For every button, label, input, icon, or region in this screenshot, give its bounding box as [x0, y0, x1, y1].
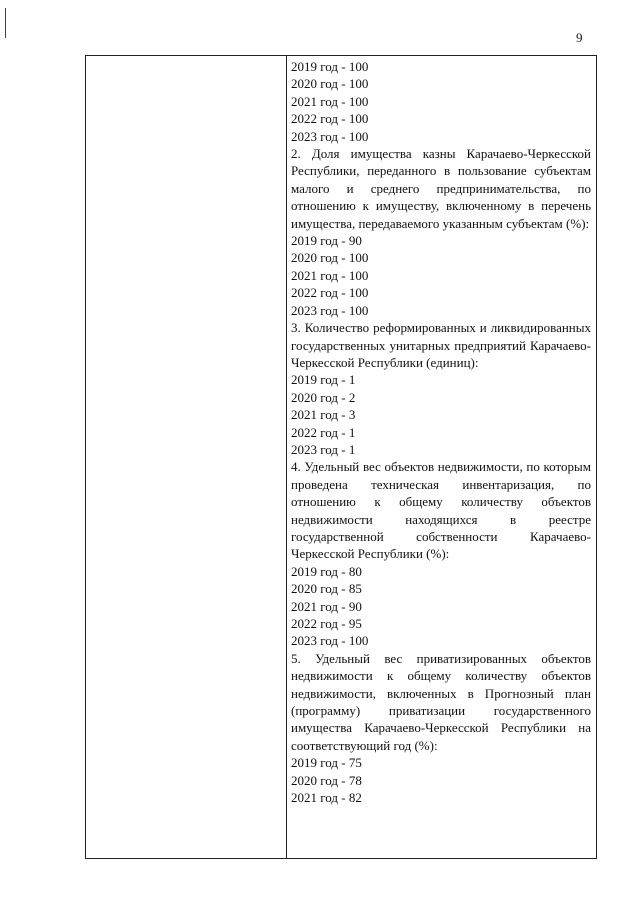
- year-value-line: 2023 год - 100: [291, 633, 369, 649]
- scan-edge-mark: [5, 8, 6, 38]
- indicator-description: 2. Доля имущества казны Карачаево-Черкесской Республики, переданного в пользование субъектам малого и среднего предпринимательства, по отношению к имуществу, включенному в перечень имущества, передаваемого указанным субъектам (%):: [291, 146, 591, 231]
- year-value-line: 2023 год - 100: [291, 302, 369, 318]
- year-value-line: 2019 год - 90: [291, 233, 362, 249]
- year-value-line: 2021 год - 100: [291, 267, 369, 283]
- year-value-line: 2021 год - 100: [291, 93, 369, 109]
- year-value-line: 2019 год - 75: [291, 755, 362, 771]
- year-value-line: 2021 год - 90: [291, 598, 362, 614]
- year-value-line: 2023 год - 100: [291, 128, 369, 144]
- year-value-line: 2022 год - 100: [291, 111, 369, 127]
- year-value-line: 2019 год - 1: [291, 372, 356, 388]
- table-cell-right: [291, 58, 591, 806]
- document-table: [85, 55, 597, 859]
- year-value-line: 2020 год - 85: [291, 581, 362, 597]
- year-value-line: 2020 год - 78: [291, 772, 362, 788]
- indicator-description: 5. Удельный вес приватизированных объектов недвижимости к общему количеству объектов недвижимости, включенных в Прогнозный план (программу) приватизации государственного имущества Карачаево-Черкесской Республики на соответствующий год (%):: [291, 650, 591, 753]
- year-value-line: 2020 год - 2: [291, 389, 356, 405]
- year-value-line: 2023 год - 1: [291, 441, 356, 457]
- year-value-line: 2019 год - 100: [291, 59, 369, 74]
- indicator-description: 4. Удельный вес объектов недвижимости, по которым проведена техническая инвентаризация, по отношению к общему количеству объектов недвижимости находящихся в реестре государственной собственности Карачаево-Черкесской Республики (%):: [291, 459, 591, 562]
- year-value-line: 2021 год - 82: [291, 790, 362, 806]
- year-value-line: 2022 год - 100: [291, 285, 369, 301]
- year-value-line: 2019 год - 80: [291, 563, 362, 579]
- indicator-description: 3. Количество реформированных и ликвидированных государственных унитарных предприятий Карачаево-Черкесской Республики (единиц):: [291, 320, 591, 370]
- year-value-line: 2021 год - 3: [291, 407, 356, 423]
- year-value-line: 2020 год - 100: [291, 76, 369, 92]
- column-divider: [286, 56, 287, 858]
- year-value-line: 2022 год - 1: [291, 424, 356, 440]
- page-number: 9: [576, 30, 583, 45]
- year-value-line: 2022 год - 95: [291, 616, 362, 631]
- year-value-line: 2020 год - 100: [291, 250, 369, 266]
